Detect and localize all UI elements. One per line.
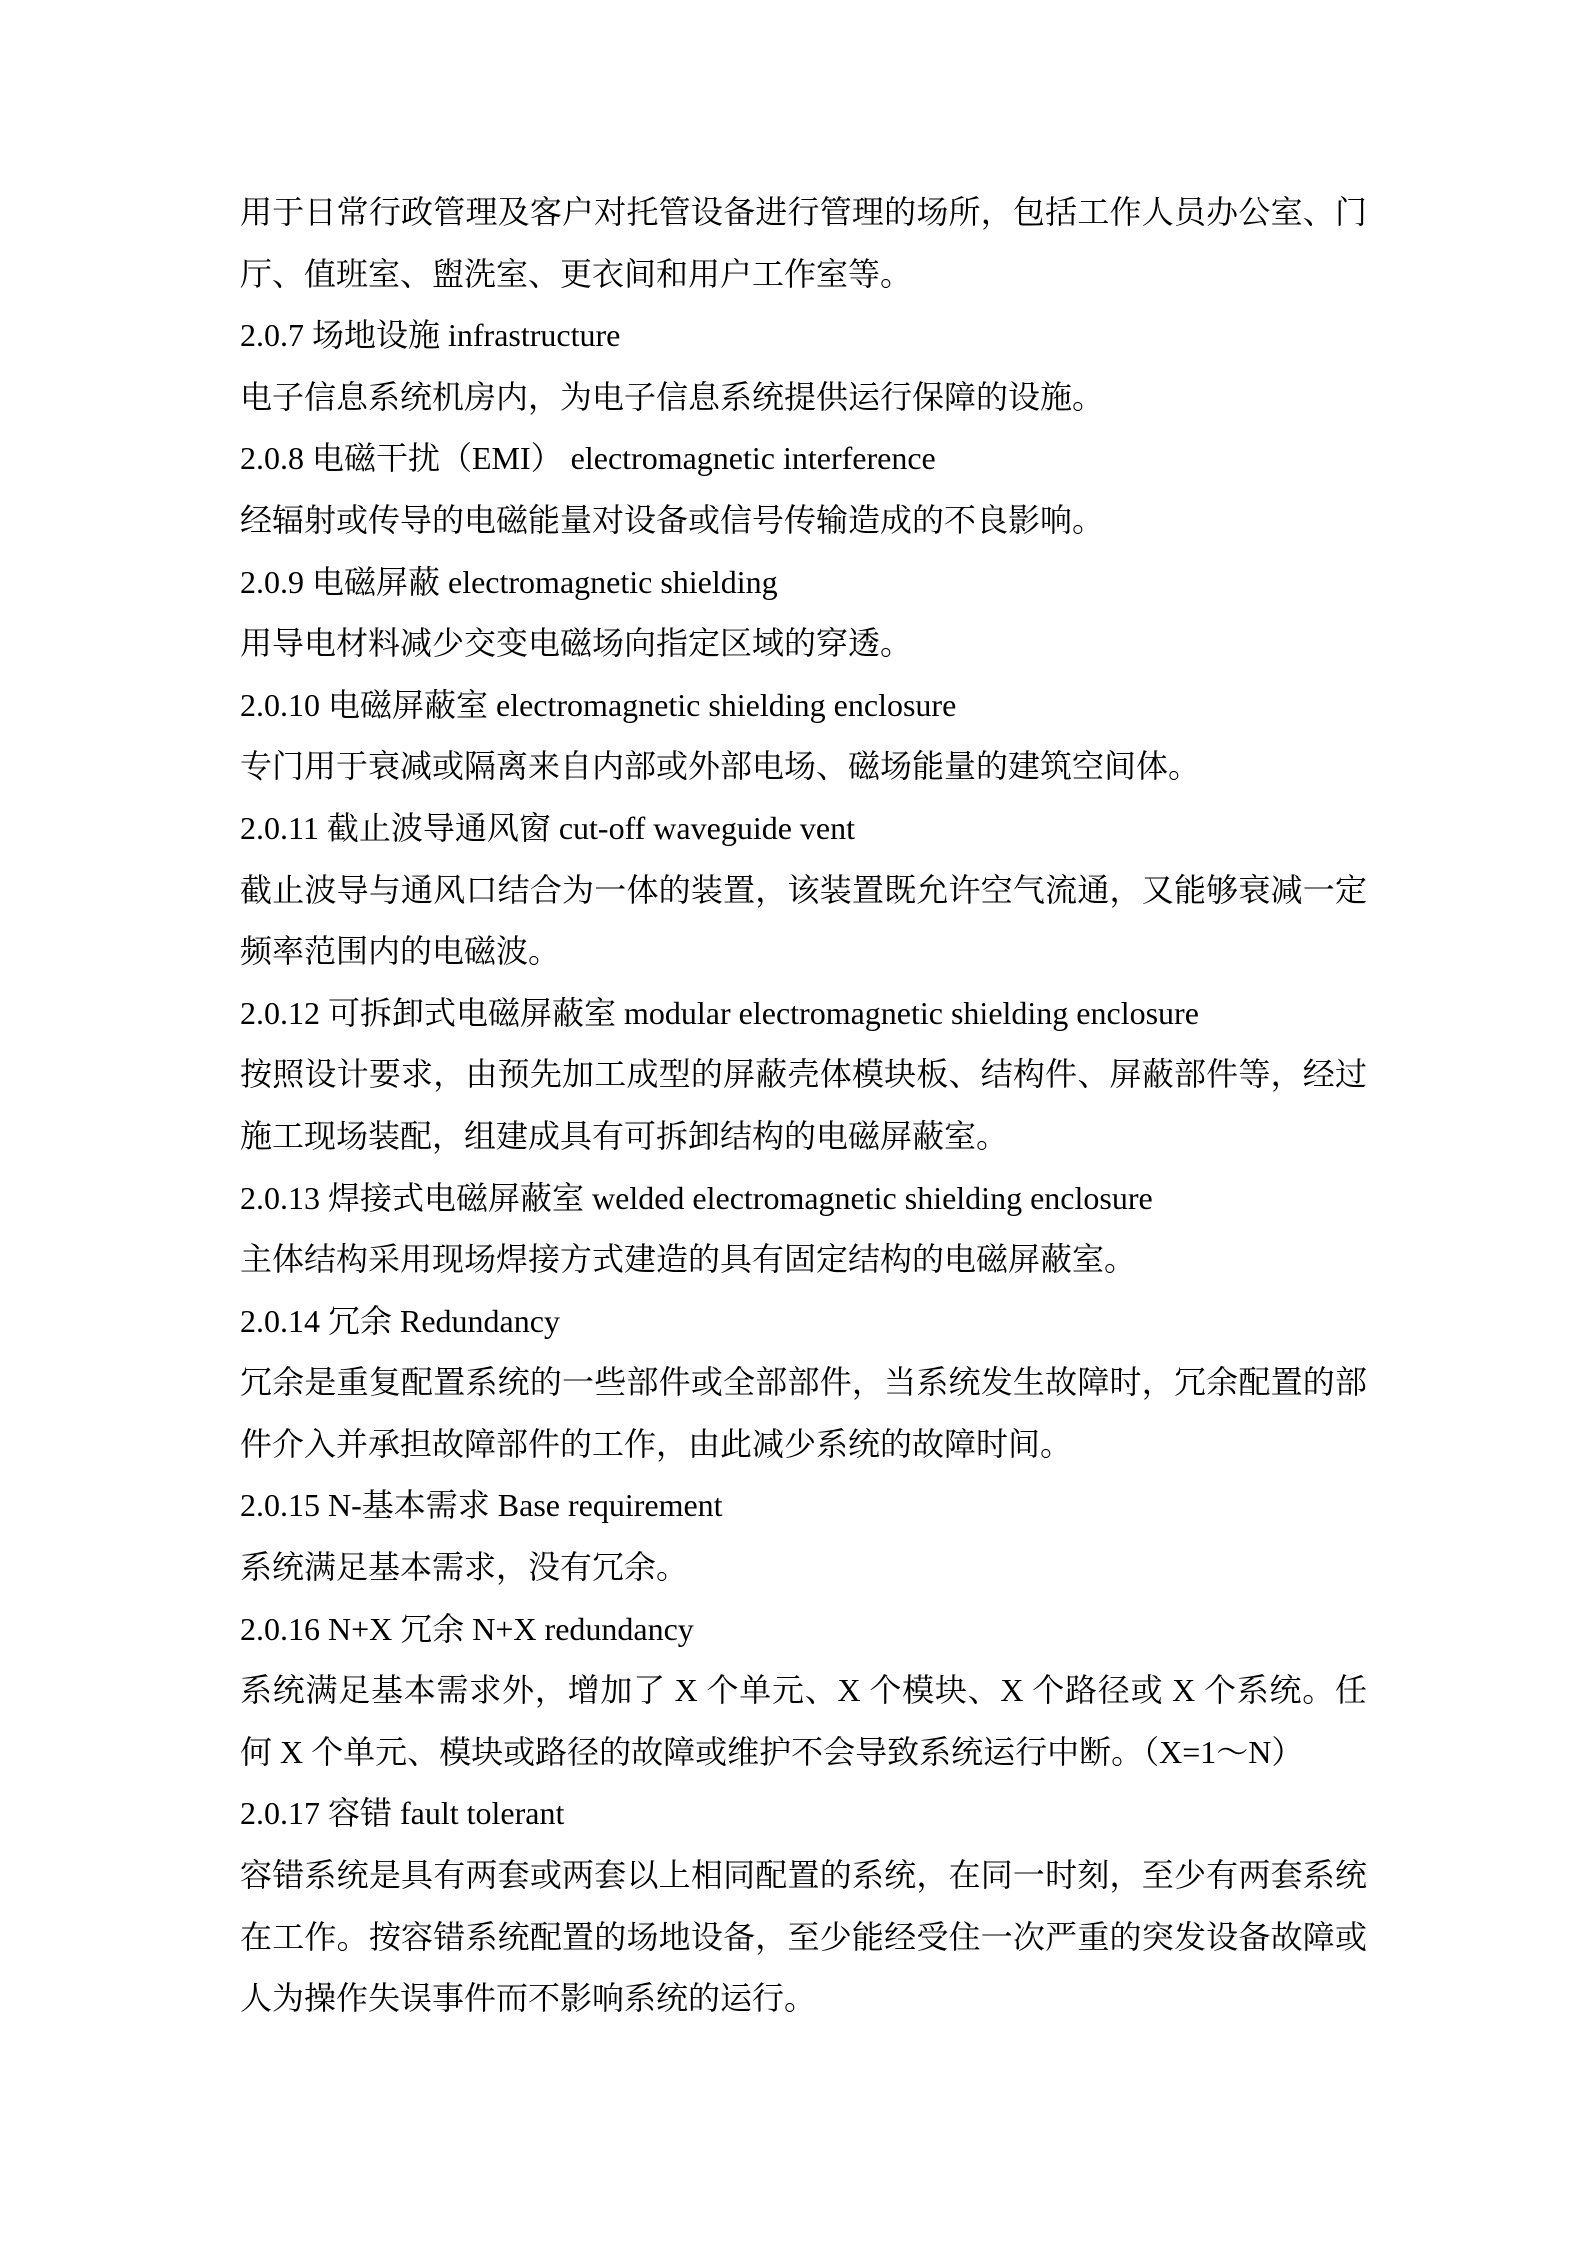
definition-2-0-16: 何 X 个单元、模块或路径的故障或维护不会导致系统运行中断。（X=1～N） [240, 1733, 1304, 1770]
definition-2-0-12: 按照设计要求，由预先加工成型的屏蔽壳体模块板、结构件、屏蔽部件等，经过 [240, 1056, 1367, 1093]
term-heading-2-0-11: 2.0.11 截止波导通风窗 cut-off waveguide vent [240, 809, 856, 846]
term-heading-2-0-10: 2.0.10 电磁屏蔽室 electromagnetic shielding enclosure [240, 686, 957, 723]
definition-2-0-9: 用导电材料减少交变电磁场向指定区域的穿透。 [240, 625, 913, 662]
definition-2-0-14: 件介入并承担故障部件的工作，由此减少系统的故障时间。 [240, 1425, 1073, 1462]
definition-continuation-line: 厅、值班室、盥洗室、更衣间和用户工作室等。 [240, 255, 913, 292]
definition-2-0-17: 人为操作失误事件而不影响系统的运行。 [240, 1980, 817, 2017]
term-heading-2-0-14: 2.0.14 冗余 Redundancy [240, 1302, 560, 1339]
term-heading-2-0-15: 2.0.15 N-基本需求 Base requirement [240, 1487, 723, 1524]
definition-2-0-14: 冗余是重复配置系统的一些部件或全部部件，当系统发生故障时，冗余配置的部 [240, 1364, 1367, 1401]
definition-2-0-10: 专门用于衰减或隔离来自内部或外部电场、磁场能量的建筑空间体。 [240, 748, 1201, 785]
definition-2-0-12: 施工现场装配，组建成具有可拆卸结构的电磁屏蔽室。 [240, 1117, 1009, 1154]
term-heading-2-0-13: 2.0.13 焊接式电磁屏蔽室 welded electromagnetic shielding enclosure [240, 1179, 1153, 1216]
definition-continuation-line: 用于日常行政管理及客户对托管设备进行管理的场所，包括工作人员办公室、门 [240, 194, 1367, 230]
definition-2-0-13: 主体结构采用现场焊接方式建造的具有固定结构的电磁屏蔽室。 [240, 1241, 1137, 1278]
term-heading-2-0-9: 2.0.9 电磁屏蔽 electromagnetic shielding [240, 563, 778, 600]
term-heading-2-0-7: 2.0.7 场地设施 infrastructure [240, 317, 621, 354]
definition-2-0-11: 频率范围内的电磁波。 [240, 933, 561, 970]
definition-2-0-11: 截止波导与通风口结合为一体的装置，该装置既允许空气流通，又能够衰减一定 [240, 871, 1367, 908]
term-heading-2-0-16: 2.0.16 N+X 冗余 N+X redundancy [240, 1610, 694, 1647]
definition-2-0-16: 系统满足基本需求外，增加了 X 个单元、X 个模块、X 个路径或 X 个系统。任 [240, 1672, 1367, 1709]
definition-2-0-17: 容错系统是具有两套或两套以上相同配置的系统，在同一时刻，至少有两套系统 [240, 1857, 1367, 1894]
term-heading-2-0-17: 2.0.17 容错 fault tolerant [240, 1795, 565, 1832]
definition-2-0-7: 电子信息系统机房内，为电子信息系统提供运行保障的设施。 [240, 378, 1105, 415]
term-heading-2-0-8: 2.0.8 电磁干扰（EMI） electromagnetic interference [240, 440, 936, 477]
definition-2-0-17: 在工作。按容错系统配置的场地设备，至少能经受住一次严重的突发设备故障或 [240, 1918, 1367, 1955]
term-heading-2-0-12: 2.0.12 可拆卸式电磁屏蔽室 modular electromagnetic shielding enclosure [240, 994, 1199, 1031]
definition-2-0-8: 经辐射或传导的电磁能量对设备或信号传输造成的不良影响。 [240, 501, 1105, 538]
definition-2-0-15: 系统满足基本需求，没有冗余。 [240, 1549, 689, 1586]
